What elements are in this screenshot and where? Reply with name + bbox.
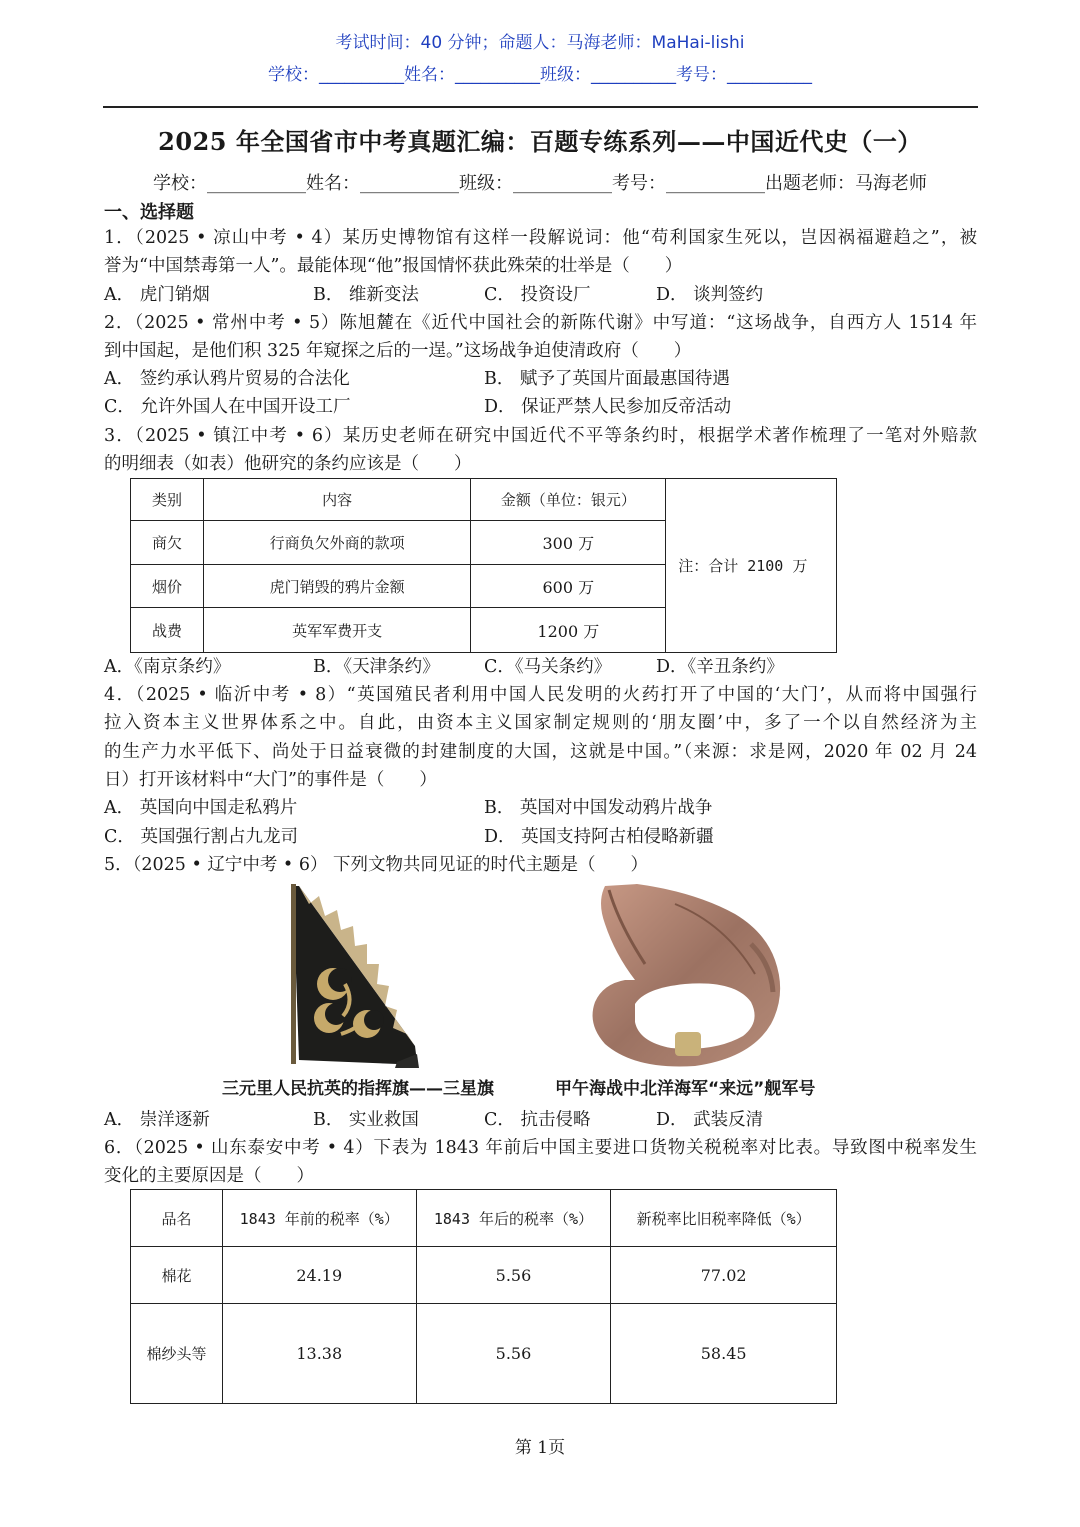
table-cell: 虎门销毁的鸦片金额: [203, 565, 471, 608]
question-3-option-b[interactable]: B．《天津条约》: [313, 657, 440, 677]
table-cell: 烟价: [131, 565, 204, 608]
compensation-table: [130, 478, 837, 653]
question-1-option-c[interactable]: C． 投资设厂: [484, 285, 591, 305]
table-cell: 58.45: [611, 1304, 837, 1404]
question-4-option-c[interactable]: C． 英国强行割占九龙司: [104, 827, 298, 847]
table-cell: 24.19: [222, 1247, 416, 1304]
table-cell: 商欠: [131, 521, 204, 565]
page-title: 2025 年全国省市中考真题汇编：百题专练系列——中国近代史（一）: [158, 127, 922, 156]
table-cell: 棉花: [131, 1247, 223, 1304]
question-4-line-2: 拉入资本主义世界体系之中。自此，由资本主义国家制定规则的‘朋友圈’中，多了一个以自然经济为主: [104, 713, 977, 733]
question-2-line-2: 到中国起，是他们积 325 年窥探之后的一逞。”这场战争迫使清政府（ ）: [104, 341, 692, 361]
question-4-line-3: 的生产力水平低下、尚处于日益衰微的封建制度的大国，这就是中国。”（来源：求是网，2020 年 02 月 24: [104, 742, 977, 762]
flag-caption: 三元里人民抗英的指挥旗——三星旗: [222, 1079, 494, 1099]
question-3-line-2: 的明细表（如表）他研究的条约应该是（ ）: [104, 454, 472, 474]
table-header-cell: 金额（单位：银元）: [471, 479, 666, 521]
table-cell: 1200 万: [471, 608, 666, 653]
question-4-option-a[interactable]: A． 英国向中国走私鸦片: [104, 798, 298, 818]
question-2-line-1: 2．（2025 • 常州中考 • 5）陈旭麓在《近代中国社会的新陈代谢》中写道：“这场战争，自西方人 1514 年: [104, 313, 977, 333]
question-4-option-d[interactable]: D． 英国支持阿古柏侵略新疆: [484, 827, 714, 847]
three-star-flag-image: [285, 884, 420, 1070]
table-cell: 5.56: [416, 1304, 611, 1404]
question-2-option-c[interactable]: C． 允许外国人在中国开设工厂: [104, 397, 351, 417]
section-heading: 一、选择题: [104, 202, 194, 223]
exam-info-header: 考试时间：40 分钟；命题人：马海老师：MaHai-lishi: [335, 33, 745, 53]
table-header-cell: 内容: [203, 479, 471, 521]
question-1-line-2: 誉为“中国禁毒第一人”。最能体现“他”报国情怀获此殊荣的壮举是（ ）: [104, 256, 683, 276]
question-2-option-a[interactable]: A． 签约承认鸦片贸易的合法化: [104, 369, 350, 389]
table-header-cell: 1843 年后的税率（%）: [416, 1190, 611, 1247]
table-cell: 英军军费开支: [203, 608, 471, 653]
table-note: 注：合计 2100 万: [666, 479, 837, 653]
table-header-cell: 新税率比旧税率降低（%）: [611, 1190, 837, 1247]
header-divider: [103, 106, 978, 108]
table-header-cell: 品名: [131, 1190, 223, 1247]
bugle-caption: 甲午海战中北洋海军“来远”舰军号: [555, 1079, 816, 1099]
question-1-option-d[interactable]: D． 谈判签约: [656, 285, 764, 305]
question-3-option-a[interactable]: A．《南京条约》: [104, 657, 231, 677]
table-cell: 13.38: [222, 1304, 416, 1404]
question-6-line-2: 变化的主要原因是（ ）: [104, 1166, 314, 1186]
table-cell: 300 万: [471, 521, 666, 565]
table-row: [131, 1247, 837, 1304]
tariff-table: [130, 1189, 837, 1404]
bugle-artifact-image: [575, 884, 795, 1070]
question-1-option-b[interactable]: B． 维新变法: [313, 285, 419, 305]
table-row: [131, 1304, 837, 1404]
question-6-line-1: 6．（2025 • 山东泰安中考 • 4）下表为 1843 年前后中国主要进口货物关税税率对比表。导致图中税率发生: [104, 1138, 977, 1158]
question-4-line-1: 4．（2025 • 临沂中考 • 8）“英国殖民者利用中国人民发明的火药打开了中国的‘大门’，从而将中国强行: [104, 685, 977, 705]
question-4-option-b[interactable]: B． 英国对中国发动鸦片战争: [484, 798, 713, 818]
question-5-option-b[interactable]: B． 实业救国: [313, 1110, 419, 1130]
table-cell: 77.02: [611, 1247, 837, 1304]
question-1-option-a[interactable]: A． 虎门销烟: [104, 285, 210, 305]
question-3-option-d[interactable]: D．《辛丑条约》: [656, 657, 784, 677]
question-2-option-b[interactable]: B． 赋予了英国片面最惠国待遇: [484, 369, 730, 389]
table-cell: 行商负欠外商的款项: [203, 521, 471, 565]
question-4-line-4: 日）打开该材料中“大门”的事件是（ ）: [104, 770, 437, 790]
table-header-cell: 类别: [131, 479, 204, 521]
table-cell: 棉纱头等: [131, 1304, 223, 1404]
question-5-option-c[interactable]: C． 抗击侵略: [484, 1110, 591, 1130]
question-1-line-1: 1．（2025 • 凉山中考 • 4）某历史博物馆有这样一段解说词：他“苟利国家生死以，岂因祸福避趋之”，被: [104, 228, 977, 248]
table-cell: 5.56: [416, 1247, 611, 1304]
table-cell: 600 万: [471, 565, 666, 608]
table-cell: 战费: [131, 608, 204, 653]
question-5-line-1: 5．（2025 • 辽宁中考 • 6） 下列文物共同见证的时代主题是（ ）: [104, 855, 649, 875]
page-number: 第 1页: [514, 1438, 566, 1458]
question-5-option-d[interactable]: D． 武装反清: [656, 1110, 764, 1130]
question-3-option-c[interactable]: C．《马关条约》: [484, 657, 612, 677]
question-3-line-1: 3．（2025 • 镇江中考 • 6）某历史老师在研究中国近代不平等条约时，根据学术著作梳理了一笔对外赔款: [104, 426, 977, 446]
question-5-option-a[interactable]: A． 崇洋逐新: [104, 1110, 210, 1130]
question-2-option-d[interactable]: D． 保证严禁人民参加反帝活动: [484, 397, 732, 417]
student-info-header: 学校：__________姓名：__________班级：__________考号：__________: [268, 65, 812, 85]
table-header-cell: 1843 年前的税率（%）: [222, 1190, 416, 1247]
student-info-line: 学校：___________姓名：___________班级：___________考号：___________出题老师：马海老师: [153, 173, 927, 194]
